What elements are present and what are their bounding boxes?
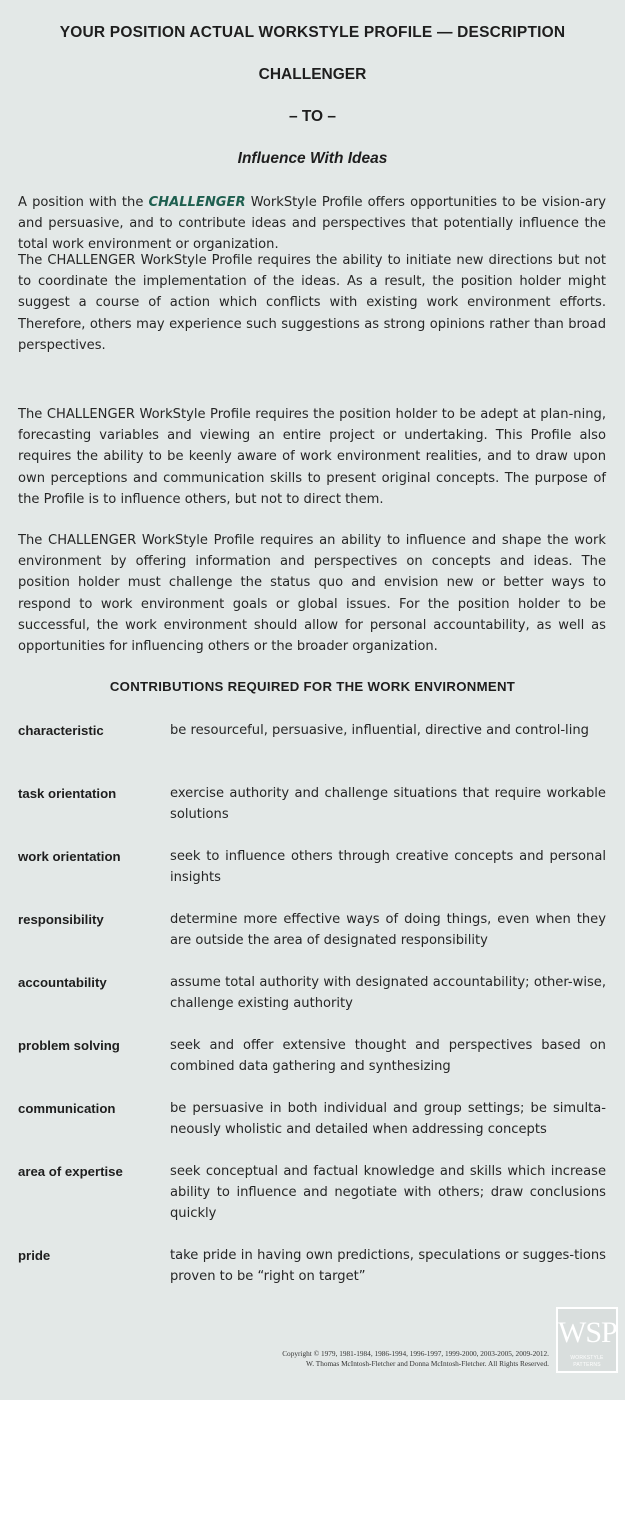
intro-text-start: A position with the bbox=[18, 195, 149, 210]
intro-text-end: WorkStyle Profile offers opportunities to be vision-ary and persuasive, and to contribute ideas and perspectives that potentially influence the total work environment or organization. bbox=[18, 195, 606, 253]
contribution-description: take pride in having own predictions, speculations or sugges-tions proven to be “right on target” bbox=[170, 1248, 606, 1284]
profile-name: CHALLENGER bbox=[258, 66, 367, 83]
copyright-line: Copyright © 1979, 1981-1984, 1986-1994, 1996-1997, 1999-2000, 2003-2005, 2009-2012. bbox=[282, 1349, 549, 1358]
contribution-description: be persuasive in both individual and group settings; be simulta-neously wholistic and detailed when addressing concepts bbox=[170, 1101, 606, 1137]
page-title: YOUR POSITION ACTUAL WORKSTYLE PROFILE — DESCRIPTION bbox=[59, 24, 566, 41]
contribution-term: characteristic bbox=[18, 723, 104, 738]
contribution-description: seek to influence others through creative concepts and personal insights bbox=[170, 849, 606, 885]
contribution-term: communication bbox=[18, 1101, 116, 1116]
paragraph-influence: The CHALLENGER WorkStyle Profile requires an ability to influence and shape the work environment by offering information and perspectives on concepts and ideas. The position holder must challenge the status quo and envision new or better ways to respond to work environment goals or global issues. For the position holder to be successful, the work environment should allow for personal accountability, as well as opportunities for influencing others or the broader organization. bbox=[18, 533, 606, 655]
logo-letters: WSP bbox=[558, 1316, 617, 1349]
contribution-term: accountability bbox=[18, 975, 107, 990]
profile-tagline: Influence With Ideas bbox=[237, 150, 388, 167]
contribution-term: task orientation bbox=[18, 786, 117, 801]
copyright-notice bbox=[282, 1349, 549, 1369]
contributions-title: CONTRIBUTIONS REQUIRED FOR THE WORK ENVIRONMENT bbox=[109, 679, 516, 694]
contribution-description: determine more effective ways of doing things, even when they are outside the area of designated responsibility bbox=[170, 912, 606, 948]
contribution-description: seek and offer extensive thought and perspectives based on combined data gathering and synthesizing bbox=[170, 1038, 606, 1074]
to-separator: – TO – bbox=[288, 108, 337, 125]
paragraph-planning: The CHALLENGER WorkStyle Profile requires the position holder to be adept at plan-ning, forecasting variables and viewing an entire project or undertaking. This Profile also requires the ability to be keenly aware of work environment realities, and to draw upon own perceptions and communication skills to present original concepts. The purpose of the Profile is to influence others, but not to direct them. bbox=[18, 407, 606, 507]
logo-subtitle: WORKSTYLE PATTERNS bbox=[570, 1355, 604, 1368]
paragraph-initiate: The CHALLENGER WorkStyle Profile requires the ability to initiate new directions but not to coordinate the implementation of the ideas. As a result, the position holder might suggest a course of action which conflicts with existing work environment efforts. Therefore, others may experience such suggestions as strong opinions rather than broad perspectives. bbox=[18, 253, 606, 353]
contribution-term: responsibility bbox=[18, 912, 104, 927]
profile-highlight: CHALLENGER bbox=[148, 195, 246, 210]
copyright-line: W. Thomas McIntosh-Fletcher and Donna McIntosh-Fletcher. All Rights Reserved. bbox=[306, 1358, 549, 1368]
contribution-description: assume total authority with designated accountability; other-wise, challenge existing authority bbox=[170, 975, 606, 1011]
contribution-term: pride bbox=[18, 1248, 51, 1263]
contribution-description: seek conceptual and factual knowledge and skills which increase ability to influence and negotiate with others; draw conclusions quickly bbox=[170, 1164, 606, 1221]
contribution-term: area of expertise bbox=[18, 1164, 123, 1179]
contribution-term: problem solving bbox=[18, 1038, 120, 1053]
contribution-description: exercise authority and challenge situations that require workable solutions bbox=[170, 786, 606, 822]
wsp-logo bbox=[556, 1307, 618, 1373]
contribution-description: be resourceful, persuasive, influential, directive and control-ling bbox=[170, 723, 589, 738]
contribution-term: work orientation bbox=[18, 849, 121, 864]
intro-paragraph bbox=[18, 192, 606, 256]
